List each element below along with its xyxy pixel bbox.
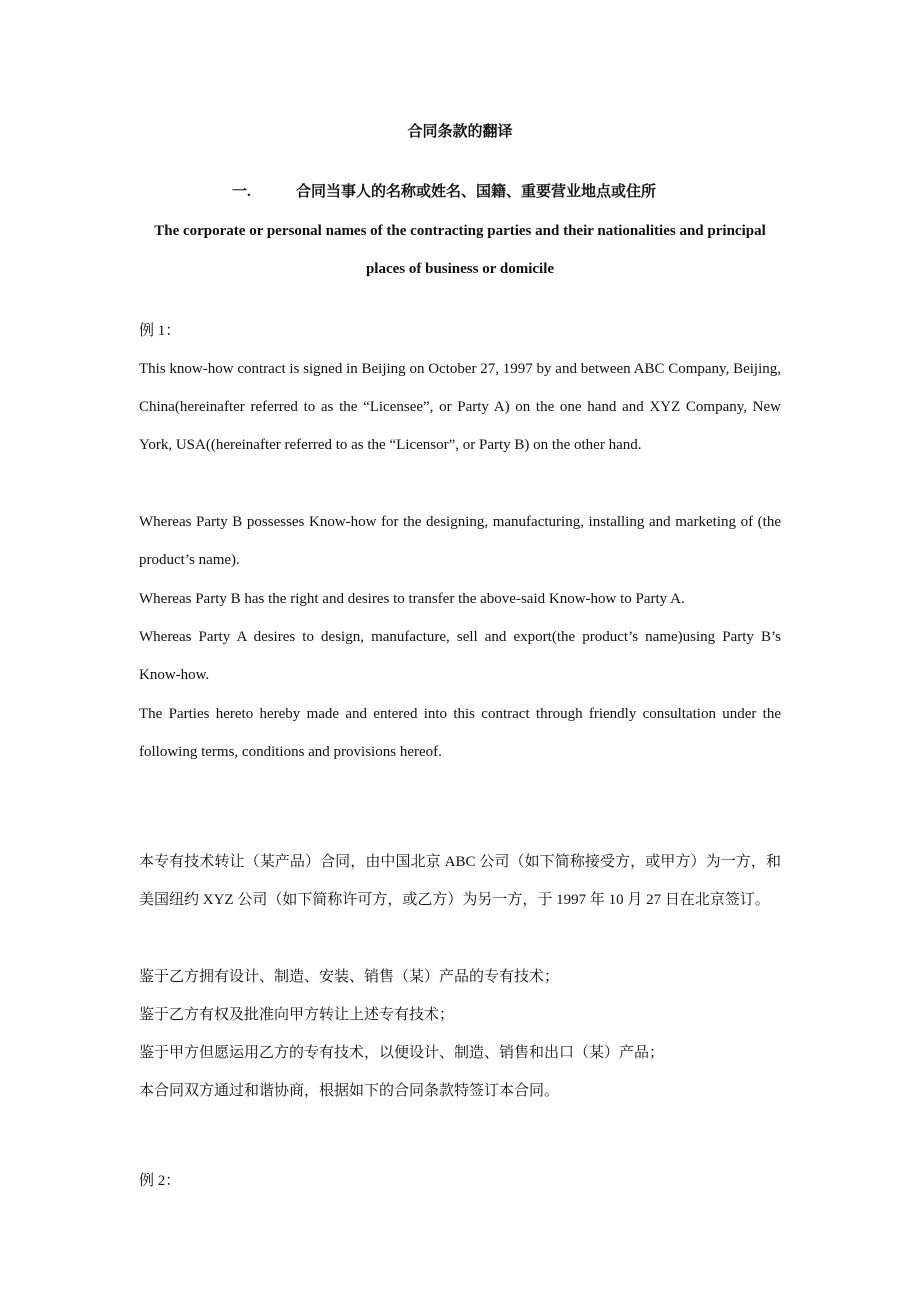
example-1-en-paragraph-2: Whereas Party B possesses Know-how for the designing, manufacturing, installing and marketing of (the product’s name). [139, 514, 781, 569]
document-title: 合同条款的翻译 [407, 124, 513, 140]
example-1-cn-paragraph-5: 本合同双方通过和谐协商，根据如下的合同条款特签订本合同。 [139, 1083, 560, 1099]
example-1-en-paragraph-3: Whereas Party B has the right and desires to transfer the above-said Know-how to Party A. [139, 591, 685, 607]
example-1-en-paragraph-5: The Parties hereto hereby made and entered into this contract through friendly consultation under the following terms, conditions and provisions hereof. [139, 706, 781, 761]
example-1-label: 例 1： [139, 323, 181, 339]
example-1-en-paragraph-1: This know-how contract is signed in Beijing on October 27, 1997 by and between ABC Company, Beijing, China(hereinafter referred to as the “Licensee”, or Party A) on the one hand and XYZ Company, New York, USA((hereinafter referred to as the “Licensor”, or Party B) on the other hand. [139, 361, 781, 454]
example-1-cn-paragraph-3: 鉴于乙方有权及批准向甲方转让上述专有技术； [139, 1007, 455, 1023]
example-1-cn-paragraph-2: 鉴于乙方拥有设计、制造、安装、销售（某）产品的专有技术； [139, 969, 560, 985]
section-number: 一. [232, 184, 251, 200]
example-1-en-paragraph-4: Whereas Party A desires to design, manufacture, sell and export(the product’s name)using Party B’s Know-how. [139, 629, 781, 684]
example-1-cn-paragraph-1: 本专有技术转让（某产品）合同，由中国北京 ABC 公司（如下简称接受方，或甲方）为一方，和美国纽约 XYZ 公司（如下简称许可方，或乙方）为另一方，于 1997 年 10 月 27 日在北京签订。 [139, 854, 781, 909]
section-title-cn: 合同当事人的名称或姓名、国籍、重要营业地点或住所 [296, 184, 657, 200]
section-title-en: The corporate or personal names of the contracting parties and their nationalities and principal places of business or domicile [154, 223, 766, 277]
example-2-label: 例 2： [139, 1173, 181, 1189]
example-1-cn-paragraph-4: 鉴于甲方但愿运用乙方的专有技术，以便设计、制造、销售和出口（某）产品； [139, 1045, 665, 1061]
